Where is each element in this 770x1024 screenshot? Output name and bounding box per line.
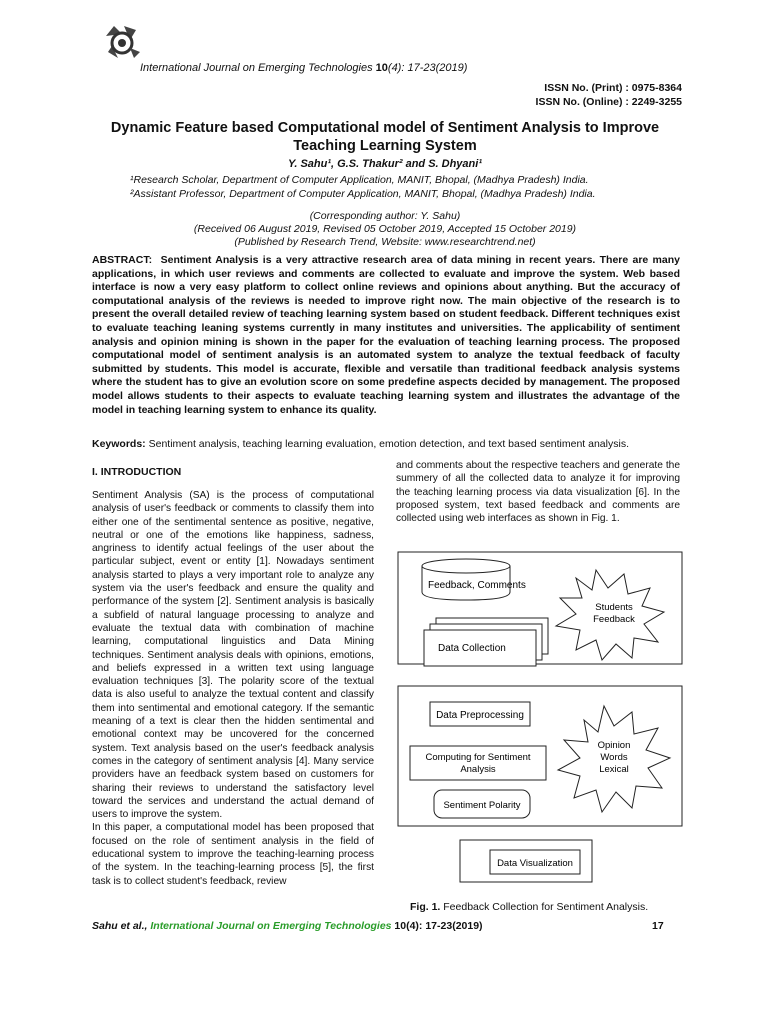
keywords-text: Sentiment analysis, teaching learning evaluation, emotion detection, and text based sentiment analysis. — [148, 438, 629, 450]
intro-paragraph-2: In this paper, a computational model has been proposed that focused on the role of sentiment analysis in the field of educational system to improve the teaching-learning process of the system. In the teaching-learning process [5], the first task is to collect student's feedback, review — [92, 822, 374, 887]
fig-students: Students — [595, 602, 633, 613]
publisher-line: (Published by Research Trend, Website: www.researchtrend.net) — [234, 236, 536, 248]
affiliation-1: ¹Research Scholar, Department of Computer Application, MANIT, Bhopal, (Madhya Pradesh) India. — [130, 174, 589, 186]
issn-online: ISSN No. (Online) : 2249-3255 — [535, 96, 682, 108]
paper-authors: Y. Sahu¹, G.S. Thakur² and S. Dhyani¹ — [288, 158, 482, 170]
fig-computing-2: Analysis — [460, 764, 496, 775]
received-dates: (Received 06 August 2019, Revised 05 October 2019, Accepted 15 October 2019) — [193, 223, 577, 235]
abstract-text: Sentiment Analysis is a very attractive research area of data mining in recent years. There are many applications, in which user reviews and comments are collected to evaluate and improve the system. Web based interface is now a very easy platform to collect online reviews and opinions about anything. But the accuracy of computational analysis of the reviews is needed to improve right now. The main objective of the research is to present the overall detailed review of teaching learning system based on student feedback. Different techniques exist to evaluate teaching leaning systems currently in many institutes and universities. The applicability of sentiment analysis and opinion mining is shown in the paper for the evaluation of teaching learning process. The proposed computational model of sentiment analysis is an automated system to analyze the textual feedback of faculty submitted by students. This model is accurate, flexible and versatile than traditional feedback analysis systems where the student has to give an evolution score on some predefine aspects decided by management. The proposed model allows students to their aspects to evaluate teaching learning system and illustrates the advantage of the model in teaching learning system to enhance its quality. — [92, 254, 680, 416]
fig-feedback: Feedback — [593, 614, 635, 625]
fig-sentiment-polarity: Sentiment Polarity — [443, 800, 521, 811]
intro-paragraph-1: Sentiment Analysis (SA) is the process of computational analysis of user's feedback or comments to classify them into either one of the sentimental sentence as positive, negative, neutral or one of the emotions like happiness, sadness, angriness to identify actual feelings of the user about the particular subject, event or entity [1]. Nowadays sentiment analysis started to plays a very important role to analyze any system via the user's feedback and ensure the quality and performance of the system [2]. Sentiment analysis is basically a subfield of natural language processing to analyze and evaluate the textual data with combination of machine learning, computational linguistics and Data Mining techniques. Sentiment analysis deals with opinions, emotions, and beliefs expressed in a written text using language evaluation techniques [3]. The polarity score of the textual data is also useful to analyze the textual content and classify them into sentimental and emotional category. If the semantic meaning of a text is clear then the hidden sentimental and emotional context may be uncovered for the concerned system. Text analysis based on the user's feedback analysis comes in the category of sentiment analysis [4]. Many service providers have an feedback system based on customers for sharing their reviews to understand the satisfactory level toward the services and understand the actual demand of users to improve the system. — [92, 490, 374, 821]
paper-title: Dynamic Feature based Computational model of Sentiment Analysis to Improve Teaching Learning System — [110, 120, 660, 154]
abstract-label: ABSTRACT: — [92, 254, 153, 266]
section-heading: I. INTRODUCTION — [92, 466, 182, 478]
journal-logo-icon — [100, 22, 144, 62]
fig-data-preprocessing: Data Preprocessing — [436, 710, 524, 721]
fig-data-visualization: Data Visualization — [497, 858, 573, 869]
issn-print: ISSN No. (Print) : 0975-8364 — [544, 82, 682, 94]
fig-words: Words — [600, 752, 628, 763]
journal-name: International Journal on Emerging Technologies — [140, 62, 373, 74]
abstract — [92, 254, 680, 417]
caption-text: Feedback Collection for Sentiment Analysis. — [443, 901, 649, 913]
figure-caption — [410, 901, 648, 913]
intro-paragraph-right: and comments about the respective teachers and generate the summery of all the collected data to analyze it for improving the teaching learning process via data visualization [6]. In the proposed system, text based feedback and comments are collected using web interfaces as shown in Fig. 1. — [396, 460, 680, 525]
fig-feedback-comments: Feedback, Comments — [428, 580, 526, 591]
caption-label: Fig. 1. — [410, 901, 441, 913]
journal-volume: 10 — [375, 62, 388, 74]
corresponding-author: (Corresponding author: Y. Sahu) — [309, 210, 461, 222]
journal-citation — [140, 62, 467, 74]
right-column — [396, 459, 680, 525]
footer-journal-link[interactable]: International Journal on Emerging Technologies — [150, 920, 392, 932]
fig-computing-1: Computing for Sentiment — [425, 752, 531, 763]
page-footer — [92, 920, 483, 932]
footer-authors: Sahu et al., — [92, 920, 148, 932]
affiliation-2: ²Assistant Professor, Department of Computer Application, MANIT, Bhopal, (Madhya Pradesh) India. — [130, 188, 596, 200]
keywords-label: Keywords: — [92, 438, 146, 450]
left-column — [92, 489, 374, 888]
footer-issue: 10(4): 17-23(2019) — [394, 920, 483, 932]
journal-issue: (4): 17-23(2019) — [387, 62, 468, 74]
documents-icon — [424, 618, 548, 666]
fig-data-collection: Data Collection — [438, 643, 506, 654]
page-number: 17 — [652, 920, 664, 932]
fig-lexical: Lexical — [599, 764, 629, 775]
figure-1 — [396, 550, 686, 890]
keywords — [92, 438, 682, 450]
fig-opinion: Opinion — [597, 740, 631, 751]
